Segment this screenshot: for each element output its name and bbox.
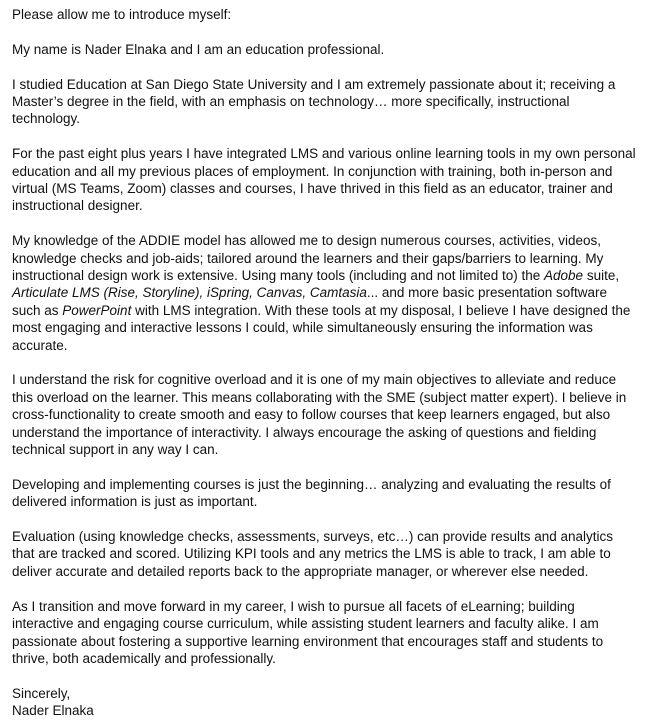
addie-text-4: with LMS integration. With these tools at my disposal, I believe I have designed the most engaging and interactive lessons I could, while simultaneously ensuring the information was accurate. (12, 302, 631, 353)
addie-paragraph (12, 232, 636, 354)
cognitive-paragraph: I understand the risk for cognitive overload and it is one of my main objectives to alleviate and reduce this overload on the learner. This means collaborating with the SME (subject matter expert). I believe in cross-functionality to create smooth and easy to follow courses that keep learners engaged, but also understand the importance of interactivity. I always encourage the asking of questions and fielding technical support in any way I can. (12, 372, 627, 458)
intro-paragraph: My name is Nader Elnaka and I am an education professional. (12, 41, 385, 57)
addie-text-3: ... and more basic presentation software such as (12, 285, 608, 318)
closing: Sincerely, (12, 685, 71, 701)
transition-paragraph: As I transition and move forward in my career, I wish to pursue all facets of eLearning; building interactive and engaging course curriculum, while assisting student learners and faculty alike. I am passionate about fostering a supportive learning environment that encourages staff and students to thrive, both academically and professionally. (12, 598, 604, 666)
experience-paragraph: For the past eight plus years I have integrated LMS and various online learning tools in my own personal education and all my previous places of employment. In conjunction with training, both in-person and virtual (MS Teams, Zoom) classes and courses, I have thrived in this field as an educator, trainer and instructional designer. (12, 146, 636, 214)
cover-letter (12, 6, 636, 720)
signature-name: Nader Elnaka (12, 703, 94, 719)
adobe-tool: Adobe (544, 268, 584, 284)
tools-list: Articulate LMS (Rise, Storyline), iSpring, Canvas, Camtasia (12, 285, 367, 301)
education-paragraph: I studied Education at San Diego State University and I am extremely passionate about it; receiving a Master’s degree in the field, with an emphasis on technology… more specifically, instructional technology. (12, 76, 616, 127)
evaluation-paragraph: Evaluation (using knowledge checks, assessments, surveys, etc…) can provide results and analytics that are tracked and scored. Utilizing KPI tools and any metrics the LMS is able to track, I am able to deliver accurate and detailed reports back to the appropriate manager, or wherever else needed. (12, 529, 614, 579)
greeting: Please allow me to introduce myself: (12, 7, 232, 22)
powerpoint-tool: PowerPoint (62, 302, 132, 318)
addie-text-2: suite, (583, 268, 620, 284)
addie-text-1: My knowledge of the ADDIE model has allowed me to design numerous courses, activities, videos, knowledge checks and job-aids; tailored around the learners and their gaps/barriers to learning. My instructional design work is extensive. Using many tools (including and not limited to) the (12, 233, 604, 284)
developing-paragraph: Developing and implementing courses is just the beginning… analyzing and evaluating the results of delivered information is just as important. (12, 476, 611, 510)
